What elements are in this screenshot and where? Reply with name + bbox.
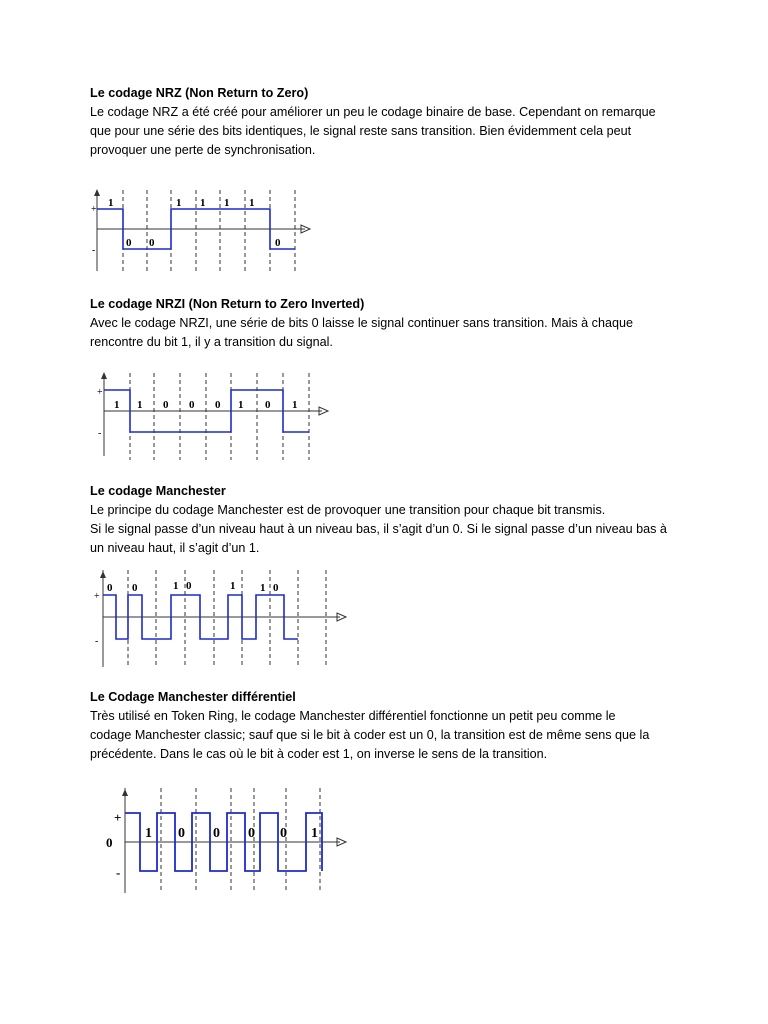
plus-label: + [91,204,97,215]
bit-label: 1 [238,399,244,411]
bit-label: 0 [178,826,185,841]
paragraph-line: Le codage NRZ a été créé pour améliorer un peu le codage binaire de base. Cependant on remarque [90,105,656,119]
paragraph-line: précédente. Dans le cas où le bit à coder est 1, on inverse le sens de la transition. [90,747,548,761]
section-title: Le codage NRZI (Non Return to Zero Inverted) [90,297,365,311]
y-axis-arrow [101,372,107,379]
bit-label: 1 [145,826,152,841]
bit-label: 1 [292,399,298,411]
bit-label: 0 [107,582,113,594]
paragraph-line: Avec le codage NRZI, une série de bits 0 laisse le signal continuer sans transition. Mais à chaque [90,316,633,330]
manchester-diagram [90,567,360,677]
section-paragraph [90,314,690,352]
bit-label: 1 [108,197,114,209]
section-paragraph [90,707,690,764]
section-title: Le Codage Manchester différentiel [90,690,296,704]
bit-label: 0 [215,399,221,411]
bit-label: 1 [137,399,143,411]
bit-label: 0 [186,580,192,592]
paragraph-line: Si le signal passe d’un niveau haut à un niveau bas, il s’agit d’un 0. Si le signal passe d’un niveau bas à [90,522,667,536]
nrzi-diagram [90,368,350,468]
bit-label: 0 [265,399,271,411]
section-nrz [90,84,690,160]
paragraph-line: codage Manchester classic; sauf que si le bit à coder est un 0, la transition est de même sens que la [90,728,650,742]
paragraph-line: provoquer une perte de synchronisation. [90,143,316,157]
section-diff-manchester [90,688,690,764]
section-paragraph [90,501,690,558]
section-manchester [90,482,690,558]
paragraph-line: un niveau haut, il s’agit d’un 1. [90,541,260,555]
bit-label: 0 [280,826,287,841]
plus-label: + [94,591,100,602]
minus-label: - [92,245,96,256]
y-axis-arrow [94,189,100,196]
bit-label: 1 [224,197,230,209]
bit-label: 0 [189,399,195,411]
bit-label: 1 [249,197,255,209]
bit-label: 0 [163,399,169,411]
section-paragraph [90,103,690,160]
section-nrzi [90,295,690,352]
bit-label: 1 [260,582,266,594]
bit-label: 1 [311,826,318,841]
bit-label: 1 [230,580,236,592]
bit-label: 0 [132,582,138,594]
bit-dividers [130,373,309,460]
paragraph-line: que pour une série des bits identiques, le signal reste sans transition. Bien évidemment cela peut [90,124,632,138]
zero-label: 0 [106,835,113,850]
section-title: Le codage NRZ (Non Return to Zero) [90,86,309,100]
bit-label: 0 [273,582,279,594]
bit-dividers [125,788,320,893]
minus-label: - [116,865,121,880]
paragraph-line: rencontre du bit 1, il y a transition du signal. [90,335,333,349]
minus-label: - [98,428,102,439]
bit-label: 1 [114,399,120,411]
bit-label: 0 [126,237,132,249]
plus-label: + [97,387,103,398]
bit-label: 0 [149,237,155,249]
paragraph-line: Le principe du codage Manchester est de provoquer une transition pour chaque bit transmis. [90,503,606,517]
bit-label: 1 [200,197,206,209]
paragraph-line: Très utilisé en Token Ring, le codage Manchester différentiel fonctionne un petit peu comme le [90,709,616,723]
bit-label: 0 [213,826,220,841]
bit-label: 0 [248,826,255,841]
bit-label: 1 [173,580,179,592]
minus-label: - [95,636,99,647]
bit-label: 1 [176,197,182,209]
section-title: Le codage Manchester [90,484,226,498]
bit-label: 0 [275,237,281,249]
nrz-diagram [90,185,330,285]
plus-label: + [114,810,122,825]
diff-manchester-diagram [100,785,380,900]
